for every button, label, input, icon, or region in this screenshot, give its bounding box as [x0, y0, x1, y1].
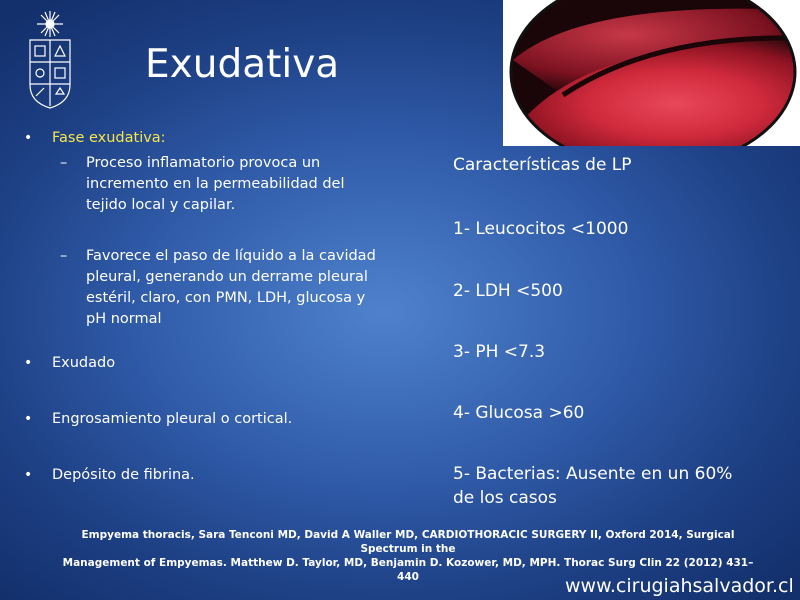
sub-bullet-inflamatorio: [60, 153, 376, 216]
bullet-dot-icon: •: [24, 411, 33, 427]
dash-icon: –: [60, 155, 68, 171]
bullet-fase-exudativa: [24, 128, 166, 148]
bullet-exudado: [24, 353, 116, 373]
bullet-label: Fase exudativa:: [52, 130, 166, 146]
thoracoscopy-image: [503, 0, 800, 146]
bullet-dot-icon: •: [24, 467, 33, 483]
bullet-label: Engrosamiento pleural o cortical.: [52, 411, 293, 427]
university-crest-icon: [22, 10, 78, 110]
lp-item-glucosa: 4- Glucosa >60: [453, 403, 585, 423]
footer-url-link[interactable]: www.cirugiahsalvador.cl: [565, 575, 794, 597]
citation-line: Management of Empyemas. Matthew D. Taylor, MD, Benjamin D. Kozower, MD, MPH. Thorac Surg Clin 22 (2012) 431–440: [62, 557, 754, 583]
citation-line: Empyema thoracis, Sara Tenconi MD, David A Waller MD, CARDIOTHORACIC SURGERY II, Oxford 2014, Surgical Spectrum in the: [81, 529, 735, 555]
bullet-label: Exudado: [52, 355, 116, 371]
bullet-label: Depósito de fibrina.: [52, 467, 195, 483]
sub-bullet-text: Proceso inflamatorio provoca un incremento en la permeabilidad del tejido local y capilar.: [86, 155, 345, 213]
lp-heading: Características de LP: [453, 155, 632, 175]
bullet-engrosamiento: [24, 409, 293, 429]
slide-title: Exudativa: [145, 42, 340, 87]
lp-item-leucocitos: 1- Leucocitos <1000: [453, 219, 629, 239]
sub-bullet-favorece: [60, 246, 378, 330]
lp-item-bacterias: 5- Bacterias: Ausente en un 60% de los casos: [453, 464, 733, 508]
bullet-deposito: [24, 465, 195, 485]
dash-icon: –: [60, 248, 68, 264]
bullet-dot-icon: •: [24, 355, 33, 371]
sub-bullet-text: Favorece el paso de líquido a la cavidad pleural, generando un derrame pleural estéril, claro, con PMN, LDH, glucosa y pH normal: [86, 248, 376, 327]
lp-item-ldh: 2- LDH <500: [453, 281, 563, 301]
lp-item-ph: 3- PH <7.3: [453, 342, 546, 362]
bullet-dot-icon: •: [24, 130, 33, 146]
